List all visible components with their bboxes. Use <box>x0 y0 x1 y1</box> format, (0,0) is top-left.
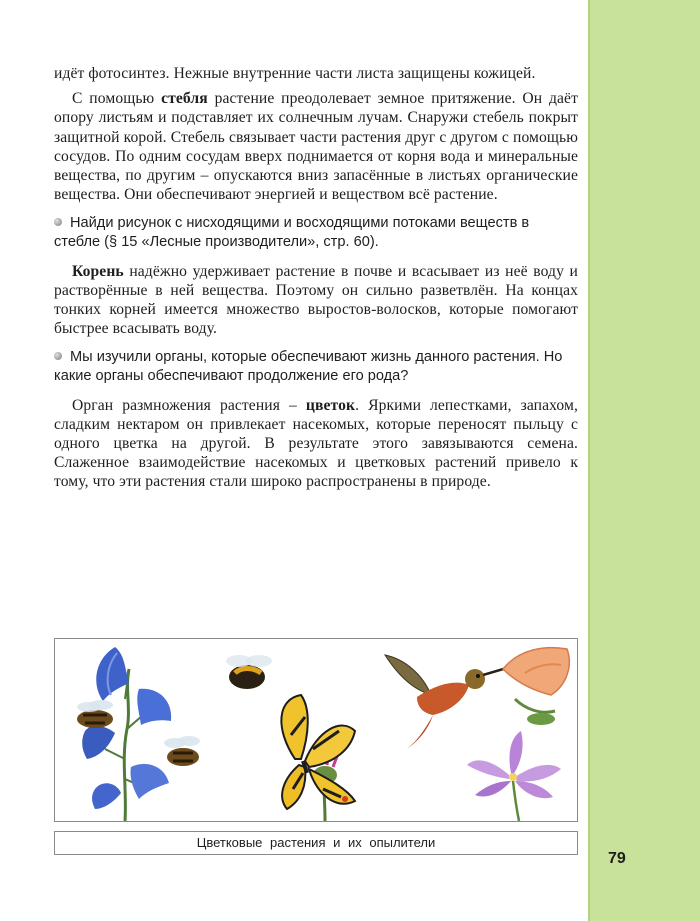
task-question-text: Мы изучили органы, которые обеспечивают жизнь данного растения. Но какие органы обеспечивают продолжение его рода? <box>54 349 563 385</box>
hummingbird-icon <box>385 655 517 749</box>
term-root: Корень <box>72 262 124 280</box>
paragraph-stem <box>54 89 578 204</box>
swallowtail-butterfly-icon <box>281 695 355 809</box>
bee-icon <box>77 700 113 728</box>
term-flower: цветок <box>305 396 356 414</box>
term-stem: стебля <box>161 90 208 108</box>
stem-text-post: растение преодолевает земное притяжение. Он даёт опору листьям и подставляет их солнечным лучам. Снаружи стебель покрыт защитной корой. Стебель связывает части растения друг с другом с помощью сосудов. По одним сосудам вверх поднимается от корня вода и минеральные вещества, по другим – опускаются вниз запасённые в листьях органические вещества. Они обеспечивают энергией и веществом всё растение. <box>54 90 578 204</box>
lily-flower-icon <box>467 731 561 821</box>
task-find-figure-text: Найди рисунок с нисходящими и восходящими потоками веществ в стебле (§ 15 «Лесные производители», стр. 60). <box>54 215 530 251</box>
page-content <box>54 64 578 492</box>
paragraph-root <box>54 262 578 339</box>
bullet-icon <box>54 218 62 226</box>
stem-text-pre: С помощью <box>72 90 162 108</box>
trumpet-flower-icon <box>503 648 569 725</box>
paragraph-flower <box>54 396 578 492</box>
bumblebee-icon <box>226 655 272 689</box>
figure-drawing <box>55 639 577 821</box>
flower-text-pre: Орган размножения растения – <box>72 396 306 414</box>
figure-illustration <box>54 638 578 822</box>
task-find-figure <box>54 214 578 251</box>
task-question <box>54 348 578 385</box>
bee-icon <box>164 736 200 766</box>
root-text: надёжно удерживает растение в почве и всасывает из неё воду и растворённые в ней вещества. Поэтому он сильно разветвлён. На концах тонких корней имеется множество выростов-волосков, которые помогают быстрее всасывать воду. <box>54 262 578 338</box>
page-margin-band <box>588 0 700 921</box>
page-number: 79 <box>608 850 626 867</box>
flower-text-post: . Яркими лепестками, запахом, сладким нектаром он привлекает насекомых, которые переносят пыльцу с одного цветка на другой. В результате этого завязываются семена. Слаженное взаимодействие насекомых и цветковых растений привело к тому, что эти растения стали широко распространены в природе. <box>54 396 578 491</box>
bullet-icon <box>54 352 62 360</box>
bellflower-icon <box>82 647 171 821</box>
paragraph-leaf-continuation: идёт фотосинтез. Нежные внутренние части листа защищены кожицей. <box>54 65 536 82</box>
figure-caption: Цветковые растения и их опылители <box>54 831 578 855</box>
